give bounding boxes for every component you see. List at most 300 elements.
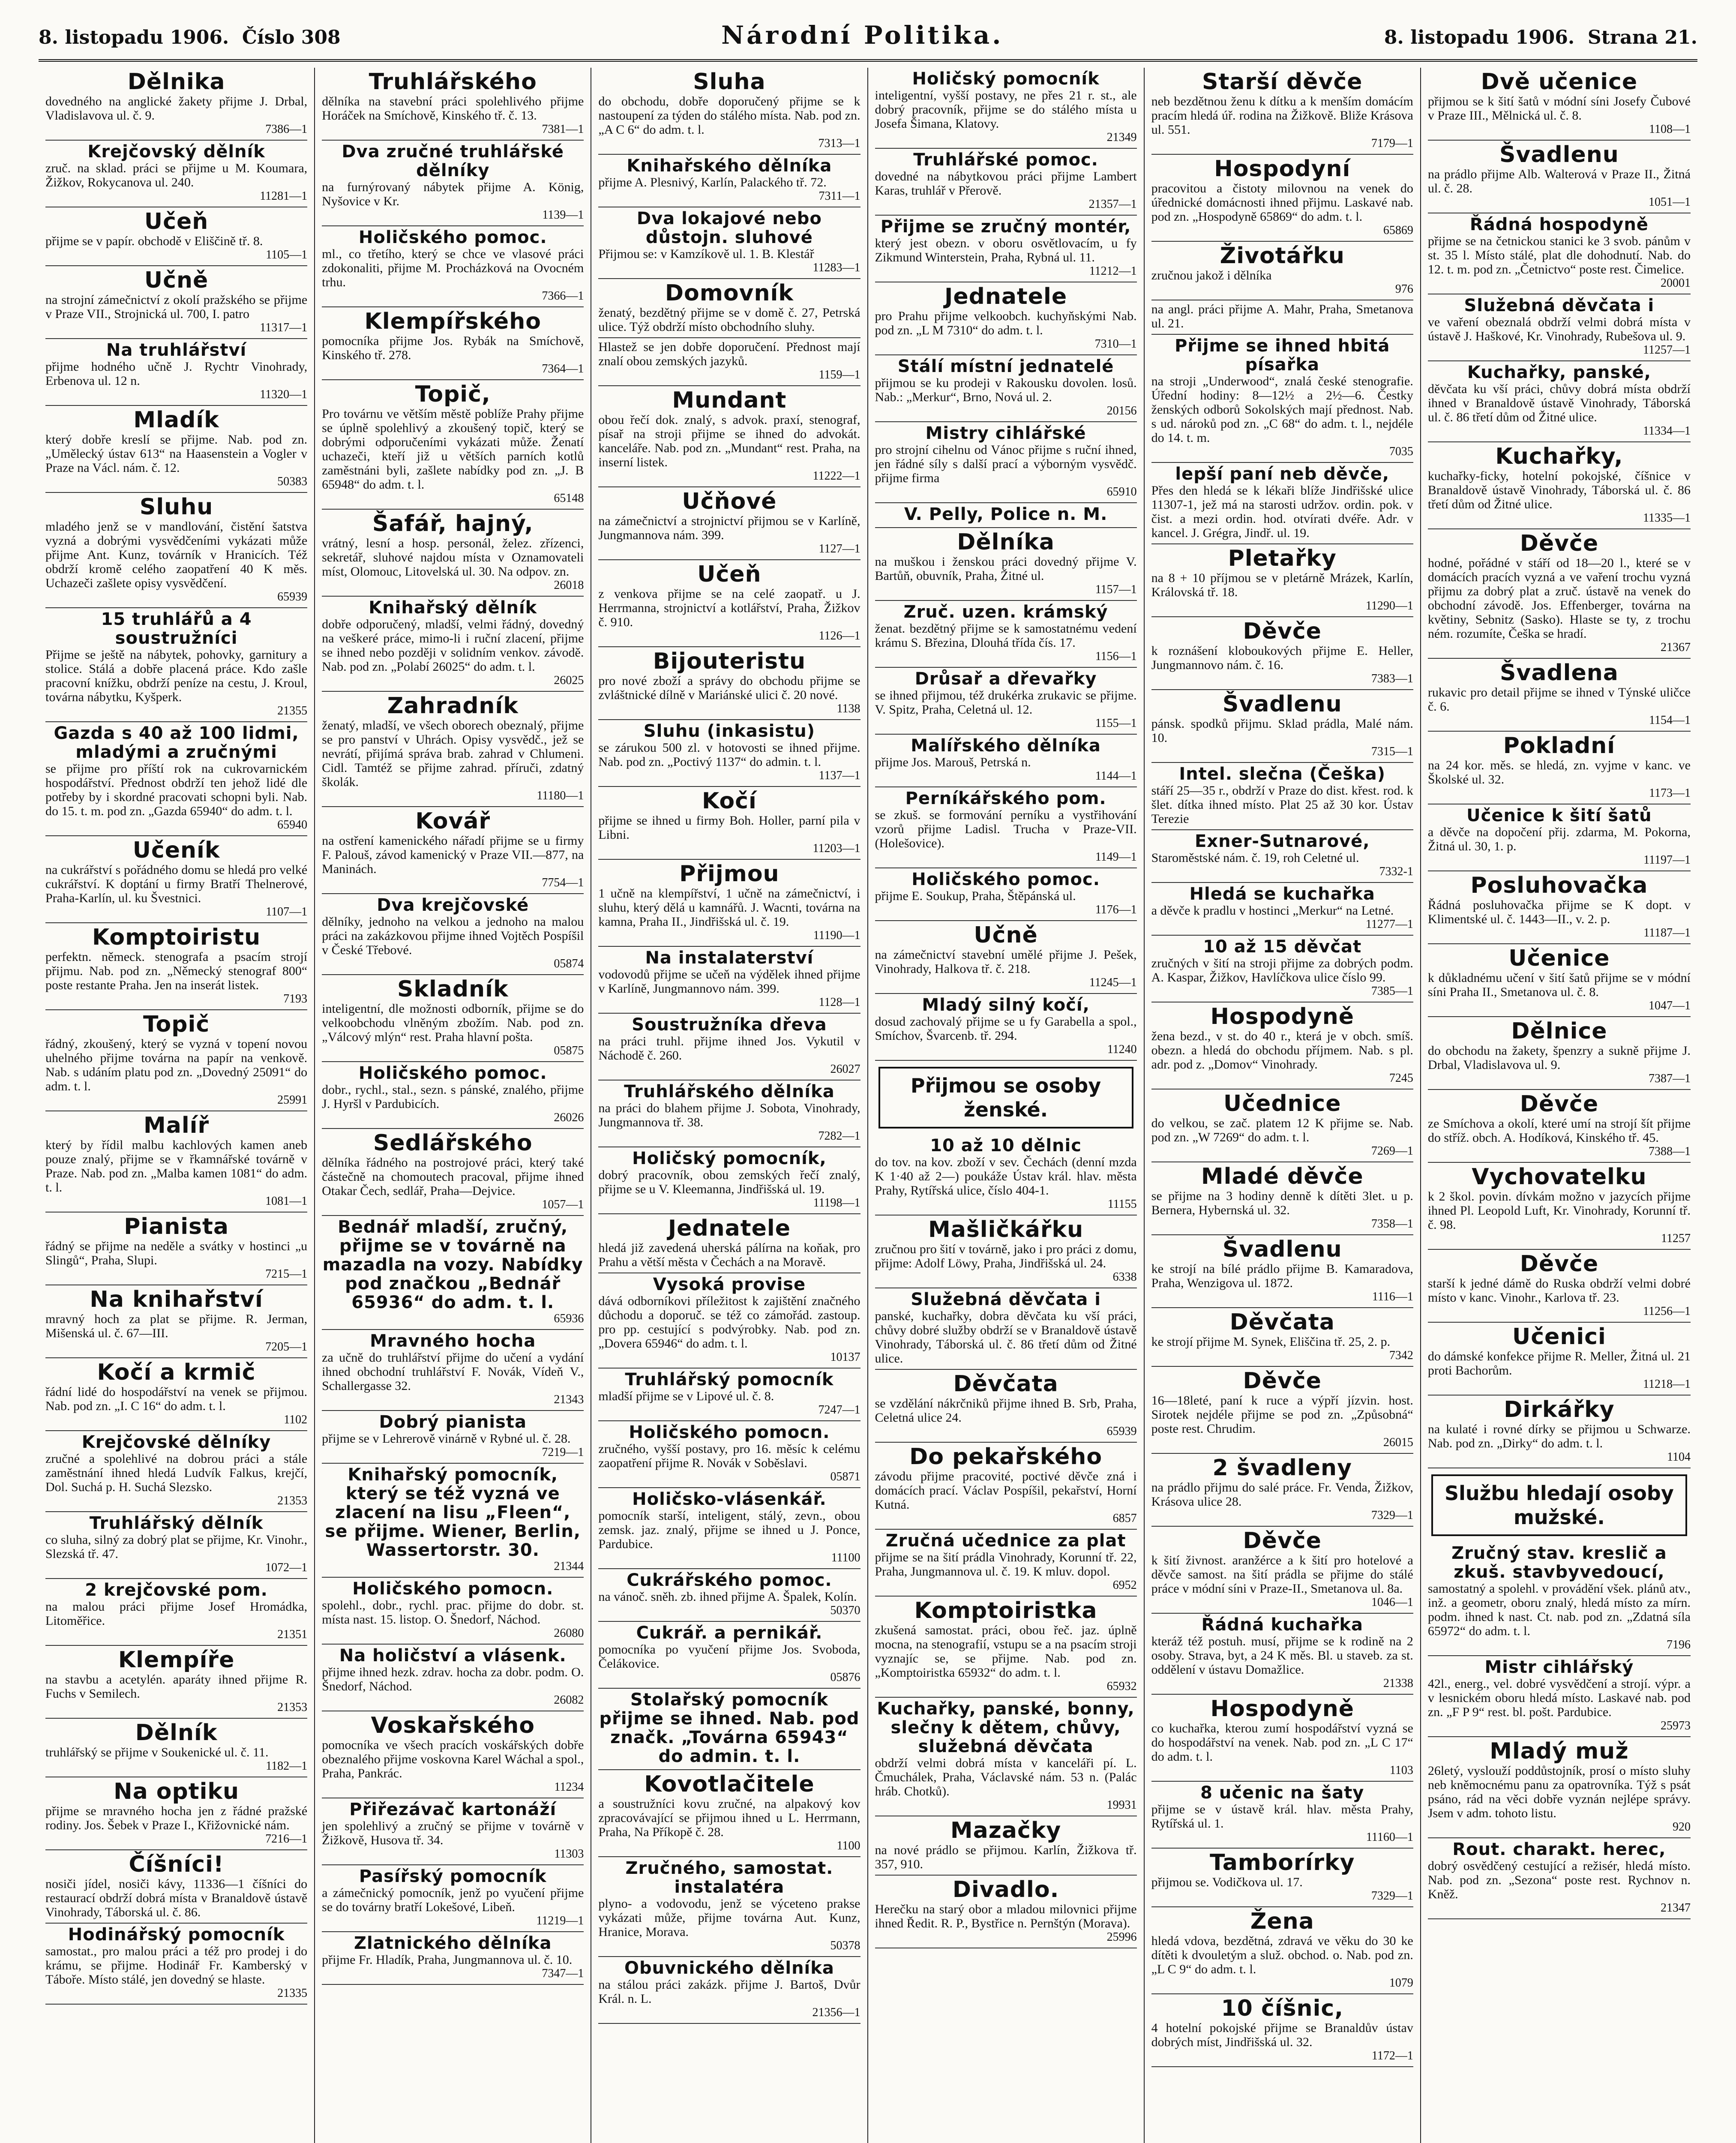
ad-text: kuchařky-ficky, hotelní pokojské, číšnice v Branaldově ústavě Vinohrady, Táborská ul. č. 86 třetí dům od Žitné ulice. — [1427, 469, 1691, 511]
ad-heading: Stolařský pomocník přijme se ihned. Nab. pod značk. „Továrna 65943“ do admin. t. l. — [599, 1690, 860, 1766]
classified-ad — [322, 1932, 584, 1985]
ad-reference-code: 21367 — [1661, 641, 1691, 654]
header-date-right — [1384, 27, 1697, 48]
ad-text: se zkuš. se formování perníku a vystřihování vzorů přijme Ladisl. Trucha v Praze-VII. (Holešovice). — [875, 808, 1137, 850]
classified-ad — [875, 1698, 1137, 1816]
classified-ad — [598, 338, 860, 386]
ad-text: přijme se v papír. obchodě v Eliščině tř. 8. — [45, 234, 263, 248]
ad-reference-code: 7366—1 — [542, 289, 584, 303]
ad-heading: Služebná děvčata i — [1464, 296, 1655, 315]
ad-heading: Učně — [974, 922, 1038, 948]
ad-reference-code: 1139—1 — [542, 208, 584, 222]
ad-heading: Kuchařky, panské, — [1467, 363, 1651, 382]
ad-heading: Švadlenu — [1222, 1237, 1342, 1262]
classified-ad — [875, 149, 1137, 216]
classified-ad — [322, 1711, 584, 1798]
ad-text: mladší přijme se v Lipové ul. č. 8. — [598, 1389, 774, 1403]
ad-reference-code: 7388—1 — [1649, 1145, 1691, 1158]
ad-text: inteligentní, vyšší postavy, ne přes 21 r. st., ale dobrý pracovník, přijme se do stálého místa u Josefa Šimana, Klatovy. — [875, 88, 1137, 131]
ad-heading: Stálí místní jednatelé — [897, 357, 1114, 376]
classified-ad — [875, 994, 1137, 1061]
ad-text: zručnou pro šití v továrně, jako i pro práci z domu, přijme: Adolf Löwy, Praha, Jindřišská ul. 24. — [875, 1242, 1137, 1270]
classified-ad — [598, 1622, 860, 1689]
ad-text: ke strojí přijme M. Synek, Eliščina tř. 25, 2. p. — [1151, 1335, 1391, 1349]
ad-heading: Kovář — [415, 808, 491, 834]
ad-heading: Dva lokajové nebo důstojn. sluhové — [636, 209, 822, 247]
ad-reference-code: 1116—1 — [1372, 1290, 1413, 1303]
classified-ad — [598, 1081, 860, 1147]
ad-text: přijme Jos. Marouš, Petrská n. — [875, 755, 1031, 769]
classified-ad — [322, 807, 584, 894]
ad-heading: Služebná děvčata i — [911, 1290, 1101, 1309]
ad-text: plyno- a vodovodu, jenž se výceteno prakse vykázati může, přijme továrna Aut. Kunz, Hranice, Morava. — [598, 1897, 861, 1939]
ad-text: řádný se přijme na neděle a svátky v hostinci „u Slingů“, Praha, Slupi. — [45, 1239, 308, 1267]
classified-ad — [1428, 141, 1691, 213]
ad-heading: Hospodyně — [1210, 1696, 1355, 1722]
ad-text: a zámečnický pomocník, jenž po vyučení přijme se do továrny bratří Lokešové, Libeň. — [322, 1886, 584, 1914]
classified-ad — [1151, 1367, 1413, 1454]
ad-heading: Dvě učenice — [1481, 69, 1638, 95]
ad-heading: Děvče — [1243, 1368, 1322, 1394]
ad-reference-code: 1079 — [1389, 1976, 1413, 1990]
ad-reference-code: 1172—1 — [1371, 2049, 1413, 2062]
classified-ad — [1151, 1994, 1413, 2067]
classified-ad — [875, 422, 1137, 503]
ad-reference-code: 26082 — [554, 1693, 584, 1707]
ad-heading: Kuchařky, panské, bonny, slečny k dětem, chůvy, služebná děvčata — [877, 1699, 1135, 1756]
ad-reference-code: 7329—1 — [1371, 1889, 1413, 1903]
ad-reference-code: 11257—1 — [1643, 343, 1691, 357]
ad-text: obdrží velmi dobrá místa v kanceláři pí. L. Čmuchálek, Praha, Václavské nám. 53 n. (Palác hráb. Chotků). — [875, 1756, 1137, 1798]
ad-text: starší k jedné dámě do Ruska obdrží velmi dobré místo v kanc. Vinohr., Karlova tř. 23. — [1427, 1276, 1691, 1305]
ad-heading: Dělníka — [957, 529, 1055, 555]
ad-text: pro nové zboží a správy do obchodu přijme se zvláštnické dílně v Mariánské ulici č. 20 nové. — [598, 674, 861, 702]
ad-heading: Bijouteristu — [653, 648, 806, 674]
ad-heading: Dělnika — [127, 69, 225, 95]
ad-reference-code: 20001 — [1661, 276, 1691, 290]
ad-text: na zámečnictví stavební umělé přijme J. Pešek, Vinohrady, Halkova tř. č. 218. — [875, 948, 1137, 976]
classified-ad — [1151, 1907, 1413, 1994]
ad-heading: Švadlenu — [1499, 142, 1619, 168]
ad-text: ml., co třetího, který se chce ve vlasové práci zdokonaliti, přijme M. Procházková na Ovocném trhu. — [322, 247, 584, 289]
ad-text: zručnou jakož i dělníka — [1151, 268, 1272, 282]
ad-heading: Mazačky — [950, 1818, 1061, 1843]
ad-text: spolehl., dobr., rychl. prac. přijme do dobr. st. místa nast. 15. listop. O. Šnedorf, Náchod. — [322, 1598, 584, 1627]
ad-heading: Dělník — [135, 1720, 218, 1746]
classified-ad — [875, 1216, 1137, 1288]
ad-reference-code: 05874 — [554, 957, 584, 970]
classified-ad — [1428, 213, 1691, 294]
ad-heading: Cukrář. a pernikář. — [636, 1623, 823, 1643]
ad-reference-code: 7219—1 — [542, 1446, 584, 1459]
ad-reference-code: 1176—1 — [1095, 903, 1137, 916]
ad-text: na angl. práci přijme A. Mahr, Praha, Smetanova ul. 21. — [1151, 302, 1413, 330]
classified-ad — [322, 1645, 584, 1711]
ad-text: k důkladnému učení v šití šatů přijme se v módní síni Praha II., Smetanova ul. č. 8. — [1427, 971, 1691, 999]
ad-text: nosiči jídel, nosiči kávy, 11336—1 číšníci do restaurací obdrží dobrá místa v Branaldově ústavě Vinohrady, Táborská ul. č. 86. — [45, 1877, 308, 1919]
ad-text: perfektn. německ. stenografa a psacím strojí přijmu. Nab. pod zn. „Německý stenograf 800“ poste restante Praha. Jen na inserát listek. — [45, 950, 308, 992]
ad-text: Hlastež se jen dobře doporučení. Přednost mají znalí obou zemských jazyků. — [598, 340, 861, 368]
classified-ad — [598, 947, 860, 1014]
ad-reference-code: 7035 — [1389, 445, 1413, 458]
ad-text: 26letý, vyslouží poddůstojník, prosí o místo sluhy neb kněmocnému panu za opatrovníka. Týž s psát psáno, rád na věci dobře vyznán nejlépe správy. Jsem v adm. tohoto listu. — [1427, 1764, 1691, 1820]
date-left: 8. listopadu 1906. — [39, 27, 229, 48]
ad-reference-code: 7215—1 — [265, 1267, 308, 1281]
ad-text: zručné a spolehlivé na dobrou práci a stále zaměstnání ihned hledá Ludvík Falkus, krejčí, Dol. Suchá p. H. Suchá Slezsko. — [45, 1452, 308, 1494]
ad-heading: Sluhu (inkasistu) — [643, 721, 815, 741]
ad-reference-code: 11198—1 — [813, 1196, 861, 1210]
ad-heading: V. Pelly, Police n. M. — [904, 504, 1108, 524]
ad-reference-code: 1057—1 — [542, 1198, 584, 1211]
classified-ad — [1151, 1090, 1413, 1162]
classified-ad — [1151, 936, 1413, 1002]
ad-text: do obchodu na žakety, špenzry a sukně přijme J. Drbal, Vladislavova ul. 9. — [1427, 1044, 1691, 1072]
ad-text: ke strojí na bílé prádlo přijme B. Kamaradova, Praha, Wenzigova ul. 1872. — [1151, 1262, 1413, 1290]
classified-ad — [322, 975, 584, 1062]
classified-ad — [45, 406, 307, 493]
ad-text: k 2 škol. povin. dívkám možno v jazycích přijme ihned Pl. Leopold Luft, Kr. Vinohrady, Korunní tř. č. 98. — [1427, 1189, 1691, 1232]
classified-ad — [875, 1135, 1137, 1216]
ad-heading: Zručný stav. kreslič a zkuš. stavbyvedoucí, — [1451, 1543, 1667, 1582]
ad-heading: Knihařský pomocník, který se též vyzná ve zlacení na lisu „Fleen“, se přijme. Wiener, Berlin, Wassertorstr. 30. — [325, 1465, 581, 1560]
ad-heading: Intel. slečna (Češka) — [1179, 764, 1386, 784]
classified-ad — [322, 692, 584, 807]
ad-heading: Dělnice — [1511, 1018, 1607, 1044]
ad-heading: Kovotlačitele — [644, 1771, 815, 1797]
ad-reference-code: 7247—1 — [818, 1403, 861, 1417]
classified-ad — [45, 1010, 307, 1111]
ad-heading: Děvčata — [1229, 1309, 1335, 1335]
ad-text: který jest obezn. v oboru osvětlovacím, u fy Zikmund Winterstein, Praha, Rybná ul. 11. — [875, 236, 1137, 264]
ad-heading: Vychovatelku — [1472, 1164, 1647, 1190]
ad-reference-code: 1100 — [837, 1839, 861, 1852]
ad-heading: Holičského pomoc. — [911, 870, 1100, 889]
classified-ad — [45, 1285, 307, 1358]
ad-reference-code: 21356—1 — [812, 2006, 861, 2019]
ad-heading: Gazda s 40 až 100 lidmi, mladými a zručnými — [54, 723, 299, 762]
ad-reference-code: 11234 — [554, 1780, 584, 1794]
classified-ad — [875, 868, 1137, 921]
ad-heading: Tamborírky — [1209, 1850, 1355, 1876]
classified-columns — [39, 68, 1697, 2143]
classified-ad — [1428, 732, 1691, 804]
classified-ad — [875, 355, 1137, 422]
ad-reference-code: 65148 — [554, 492, 584, 505]
ad-reference-code: 21343 — [554, 1393, 584, 1406]
classified-ad — [1428, 442, 1691, 529]
ad-heading: Jednatele — [944, 284, 1067, 309]
ad-reference-code: 7381—1 — [542, 123, 584, 136]
classified-ad — [1151, 1235, 1413, 1308]
ad-heading: Starší děvče — [1202, 69, 1363, 95]
ad-reference-code: 11317—1 — [260, 321, 308, 334]
ad-reference-code: 7311—1 — [819, 189, 861, 203]
ad-reference-code: 26025 — [554, 674, 584, 687]
ad-heading: Sluhu — [139, 494, 213, 520]
ad-heading: 8 učenic na šaty — [1200, 1783, 1364, 1803]
classified-ad — [598, 720, 860, 787]
classified-ad — [45, 608, 307, 722]
ad-text: se přijme na 3 hodiny denně k dítěti 3let. u p. Bernera, Hybernská ul. 32. — [1151, 1189, 1413, 1217]
classified-ad — [1151, 883, 1413, 936]
ad-reference-code: 11290—1 — [1365, 599, 1413, 612]
classified-ad — [598, 487, 860, 560]
date-right: 8. listopadu 1906. — [1384, 27, 1575, 48]
newspaper-title: Národní Politika. — [721, 21, 1004, 50]
classified-ad — [1151, 300, 1413, 335]
ad-reference-code: 1107—1 — [266, 905, 308, 918]
ad-heading: Holičského pomoc. — [358, 228, 547, 247]
ad-reference-code: 7347—1 — [542, 1967, 584, 1980]
ad-reference-code: 7386—1 — [265, 123, 308, 136]
ad-heading: Na holičství a vlásenk. — [339, 1646, 567, 1666]
classified-ad — [322, 597, 584, 692]
classified-ad — [322, 68, 584, 141]
classified-ad — [1428, 944, 1691, 1017]
ad-text: na prádlo přijme Alb. Walterová v Praze II., Žitná ul. č. 28. — [1427, 167, 1691, 195]
classified-ad — [598, 1273, 860, 1369]
classified-ad — [598, 155, 860, 207]
ad-reference-code: 1149—1 — [1095, 850, 1137, 864]
ad-reference-code: 7329—1 — [1371, 1509, 1413, 1522]
ad-reference-code: 65869 — [1383, 224, 1413, 237]
ad-reference-code: 7315—1 — [1371, 745, 1413, 758]
ad-text: jen spolehlivý a zručný se přijme v továrně v Žižkově, Husova tř. 34. — [322, 1819, 584, 1847]
ad-heading: Holičského pomocn. — [629, 1423, 830, 1442]
ad-text: se přijme pro příští rok na cukrovarnickém hospodářství. Přednost obdrží ten jehož lidé dle potřeby by i skordné pracovati schopni byli. Nab. do 15. t. m. pod zn. „Gazda 65940“ do adm. t. l. — [45, 762, 308, 818]
ad-heading: Soustružníka dřeva — [632, 1015, 827, 1035]
ad-heading: Mladé děvče — [1201, 1164, 1364, 1189]
ad-heading: 2 švadleny — [1212, 1455, 1352, 1481]
ad-heading: Kočí a krmič — [97, 1360, 256, 1385]
ad-text: dává odborníkovi příležitost k zajištění značného důchodu a doporuč. se též co zámořád. zastoup. pro pp. cestující s podvýrobky. Nab. pod zn. „Dovera 65946“ do adm. t. l. — [598, 1294, 861, 1351]
ad-reference-code: 11219—1 — [536, 1914, 584, 1927]
ad-heading: Přijme se zručný montér, — [880, 217, 1131, 237]
classified-ad — [598, 1957, 860, 2024]
classified-ad — [598, 560, 860, 647]
ad-heading: Učně — [144, 267, 209, 293]
ad-heading: Knihařského dělníka — [627, 156, 832, 176]
classified-ad — [45, 339, 307, 406]
ad-reference-code: 1108—1 — [1649, 123, 1691, 136]
ad-reference-code: 7310—1 — [1094, 337, 1137, 351]
ad-text: na stavbu a acetylén. aparáty ihned přijme R. Fuchs v Semilech. — [45, 1672, 308, 1701]
ad-text: pro Prahu přijme velkoobch. kuchyňskými Nab. pod zn. „L M 7310“ do adm. t. l. — [875, 309, 1137, 337]
ad-heading: Jednatele — [668, 1216, 791, 1241]
ad-heading: Na optiku — [114, 1779, 240, 1804]
classified-ad — [45, 1111, 307, 1213]
ad-heading: Holičský pomocník, — [632, 1149, 827, 1168]
classified-ad — [875, 503, 1137, 528]
ad-text: Přes den hledá se k lékaři blíže Jindřišské ulice 11307-1, jež má na starosti udržov. ordin. pok. v čist. a mezi ordin. hod. otvírati dvéře. Adr. v kancel. J. Grégra, Jindř. ul. 19. — [1151, 483, 1413, 540]
ad-text: na stálou práci zakázk. přijme J. Bartoš, Dvůr Král. n. L. — [598, 1978, 861, 2006]
ad-text: pomocníka přijme Jos. Rybák na Smíchově, Kinského tř. 278. — [322, 334, 584, 362]
classified-ad — [45, 1579, 307, 1646]
ad-text: děvčata ku vší práci, chůvy dobrá místa obdrží ihned v Branaldově ústavě Vinohrady, Táborská ul. č. 86 třetí dům od Žitné ulice. — [1427, 382, 1691, 424]
ad-heading: Truhlářského dělníka — [624, 1082, 835, 1102]
classified-ad — [1151, 155, 1413, 242]
ad-heading: Topič — [143, 1011, 210, 1037]
ad-reference-code: 7364—1 — [542, 362, 584, 375]
ad-reference-code: 20156 — [1106, 404, 1137, 417]
ad-heading: Exner-Sutnarové, — [1194, 831, 1370, 851]
ad-text: do velkou, se zač. platem 12 K přijme se. Nab. pod zn. „W 7269“ do adm. t. l. — [1151, 1116, 1413, 1144]
ad-reference-code: 11160—1 — [1366, 1831, 1413, 1844]
ad-text: ženat. bezdětný přijme se k samostatnému vedení krámu S. Březina, Dlouhá třída čís. 17. — [875, 621, 1137, 650]
classified-ad — [1428, 659, 1691, 732]
classified-ad — [1151, 690, 1413, 763]
ad-reference-code: 11257 — [1661, 1232, 1691, 1245]
classified-ad — [45, 1358, 307, 1431]
ad-reference-code: 11222—1 — [813, 469, 861, 483]
ad-reference-code: 1156—1 — [1095, 650, 1137, 663]
ad-text: kteráž též postuh. musí, přijme se k rodině na 2 osoby. Strava, byt, a 24 K měs. Bl. u staveb. za st. oddělení v ústavu Domažlice. — [1151, 1634, 1413, 1677]
ad-reference-code: 920 — [1673, 1820, 1691, 1834]
ad-heading: Do pekařského — [909, 1444, 1103, 1470]
ad-reference-code: 05876 — [830, 1671, 861, 1684]
classified-ad — [1151, 1308, 1413, 1367]
ad-reference-code: 7332-1 — [1379, 865, 1413, 878]
classified-ad — [875, 1370, 1137, 1443]
ad-heading: Komptoiristu — [92, 924, 261, 950]
ad-text: přijme E. Soukup, Praha, Štěpánská ul. — [875, 889, 1076, 903]
classified-ad — [598, 207, 860, 279]
ad-heading: Malířského dělníka — [911, 736, 1101, 756]
ad-heading: Holičského pomocn. — [352, 1579, 554, 1599]
ad-heading: Učeň — [697, 561, 762, 587]
ad-heading: Mundant — [672, 387, 787, 413]
ad-heading: Děvče — [1520, 531, 1599, 556]
ad-text: přijme se v ústavě král. hlav. města Prahy, Rytířská ul. 1. — [1151, 1802, 1413, 1831]
classified-ad — [598, 1569, 860, 1622]
classified-ad — [1151, 463, 1413, 544]
ad-reference-code: 7216—1 — [265, 1832, 308, 1846]
ad-heading: Pokladní — [1503, 733, 1616, 759]
classified-ad — [322, 1798, 584, 1865]
ad-heading: Dva krejčovské — [377, 895, 529, 915]
ad-reference-code: 1138 — [837, 702, 861, 715]
ad-heading: Dobrý pianista — [379, 1412, 527, 1432]
classified-ad — [1151, 1782, 1413, 1849]
classified-ad — [598, 860, 860, 947]
ad-heading: Číšníci! — [129, 1852, 224, 1877]
classified-ad — [1428, 1323, 1691, 1396]
ad-reference-code: 65932 — [1106, 1680, 1137, 1693]
ad-text: pracovitou a čistoty milovnou na venek do úřednické domácnosti ihned přijmu. Laskavé nab. pod zn. „Hospodyně 65869“ do adm. t. l. — [1151, 181, 1413, 224]
ad-reference-code: 11283—1 — [813, 261, 861, 274]
ad-heading: Skladník — [397, 976, 509, 1002]
ad-reference-code: 7196 — [1667, 1638, 1691, 1651]
ad-heading: Učeň — [144, 209, 209, 234]
ad-reference-code: 65936 — [554, 1312, 584, 1325]
ad-reference-code: 1051—1 — [1649, 195, 1691, 209]
classified-ad — [598, 386, 860, 487]
ad-heading: Učenici — [1512, 1324, 1606, 1350]
classified-ad — [875, 668, 1137, 735]
page-header — [39, 21, 1697, 62]
ad-text: hledá již zavedená uherská pálírna na koňak, pro Prahu a větší města v Čechách a na Moravě. — [598, 1241, 861, 1269]
column-1 — [39, 68, 315, 2143]
classified-ad — [45, 1924, 307, 2005]
classified-ad — [598, 279, 860, 338]
ad-heading: Pasířský pomocník — [359, 1867, 547, 1886]
classified-ad — [875, 1530, 1137, 1597]
ad-heading: Hospodyní — [1214, 156, 1351, 182]
classified-ad — [45, 141, 307, 207]
ad-heading: Děvčata — [953, 1371, 1058, 1397]
ad-reference-code: 1047—1 — [1649, 999, 1691, 1012]
ad-text: přijmou se. Vodičkova ul. 17. — [1151, 1875, 1303, 1889]
ad-heading: Truhlářský pomocník — [625, 1370, 834, 1390]
ad-heading: Mladý muž — [1490, 1738, 1629, 1764]
ad-heading: Švadlena — [1499, 660, 1619, 686]
classified-ad — [1151, 1527, 1413, 1614]
ad-heading: Mistr cihlářský — [1484, 1657, 1634, 1677]
ad-heading: Domovník — [665, 280, 794, 306]
ad-reference-code: 19931 — [1106, 1798, 1137, 1812]
ad-reference-code: 6338 — [1112, 1270, 1137, 1284]
ad-text: samostatný a spolehl. v provádění všek. plánů atv., inž. a geometr, oboru znalý, hledá místo za mírn. podm. ihned k nast. Ct. nab. pod zn. „Zdatná síla 65972“ do adm. t. l. — [1427, 1582, 1691, 1638]
classified-ad — [875, 68, 1137, 149]
ad-heading: Přijmou — [679, 861, 780, 887]
ad-text: pomocníka po vyučení přijme Jos. Svoboda, Čelákovice. — [598, 1642, 861, 1671]
ad-heading: Truhlářský dělník — [89, 1513, 264, 1533]
ad-heading: Kuchařky, — [1495, 444, 1623, 469]
classified-ad — [875, 216, 1137, 282]
classified-ad — [1428, 1250, 1691, 1323]
ad-reference-code: 25996 — [1106, 1930, 1137, 1944]
classified-ad — [875, 282, 1137, 355]
ad-text: Pro továrnu ve větším městě poblíže Prahy přijme se úplně spolehlivý a zkoušený topič, který se dobrými odporučeními vykázati může. Ženatí uchazeči, kteří již u větších parních kotlů zaměstnáni byli, zašlete nabídky pod zn. „J. B 65948“ do adm. t. l. — [322, 407, 584, 492]
ad-heading: Učednice — [1223, 1091, 1341, 1117]
section-heading: Přijmou se osoby ženské. — [878, 1067, 1133, 1129]
ad-text: na práci truhl. přijme ihned Jos. Vykutil v Náchodě č. 260. — [598, 1034, 861, 1062]
ad-text: 42l., energ., vel. dobré vysvědčení a strojí. výpr. a v lesnickém oboru hledá místo. Laskavé nab. pod zn. „F P 9“ rest. bl. pošt. Pardubice. — [1427, 1677, 1691, 1719]
ad-text: přijme hodného učně J. Rychtr Vinohrady, Erbenova ul. 12 n. — [45, 360, 308, 388]
ad-text: řádný, zkoušený, který se vyzná v topení novou uhelného přijme továrna na papír na venkově. Nab. s udáním platu pod zn. „Dovedný 25091“ do adm. t. l. — [45, 1037, 308, 1093]
ad-text: mravný hoch za plat se přijme. R. Jerman, Mišenská ul. č. 67—III. — [45, 1312, 308, 1340]
ad-reference-code: 7205—1 — [265, 1340, 308, 1354]
classified-ad — [45, 1213, 307, 1285]
ad-heading: Děvče — [1243, 1528, 1322, 1554]
classified-ad — [322, 894, 584, 975]
ad-reference-code: 65939 — [277, 590, 308, 603]
ad-reference-code: 21347 — [1661, 1901, 1691, 1915]
ad-heading: Voskařského — [371, 1713, 535, 1738]
ad-reference-code: 11245—1 — [1089, 976, 1137, 989]
classified-ad — [875, 1816, 1137, 1876]
ad-reference-code: 1102 — [284, 1413, 308, 1426]
classified-ad — [1428, 294, 1691, 361]
classified-ad — [322, 1062, 584, 1129]
classified-ad — [875, 1288, 1137, 1370]
ad-text: do obchodu, dobře doporučený přijme se k nastoupení za týden do stálého místa. Nab. pod zn. „A C 6“ do adm. t. l. — [598, 94, 861, 137]
ad-text: se vzdělání nákrčniků přijme ihned B. Srb, Praha, Celetná ulice 24. — [875, 1396, 1137, 1425]
classified-ad — [1151, 1002, 1413, 1090]
classified-ad — [598, 1421, 860, 1488]
classified-ad — [1151, 544, 1413, 617]
column-5 — [1145, 68, 1421, 2143]
ad-heading: 10 až 10 dělnic — [930, 1136, 1082, 1156]
classified-ad — [322, 1865, 584, 1932]
ad-heading: Řádná kuchařka — [1201, 1615, 1363, 1635]
ad-heading: Sedlářského — [373, 1130, 533, 1156]
classified-ad — [322, 1578, 584, 1645]
classified-ad — [1151, 1162, 1413, 1235]
ad-text: dělníka řádného na postrojové práci, který také částečně na chomoutech pracoval, přijme ihned Otakar Čech, sedlář, Praha—Dejvice. — [322, 1156, 584, 1198]
ad-text: na práci do blahem přijme J. Sobota, Vinohrady, Jungmannova tř. 38. — [598, 1101, 861, 1129]
ad-text: Staroměstské nám. č. 19, roh Celetné ul. — [1151, 851, 1359, 865]
